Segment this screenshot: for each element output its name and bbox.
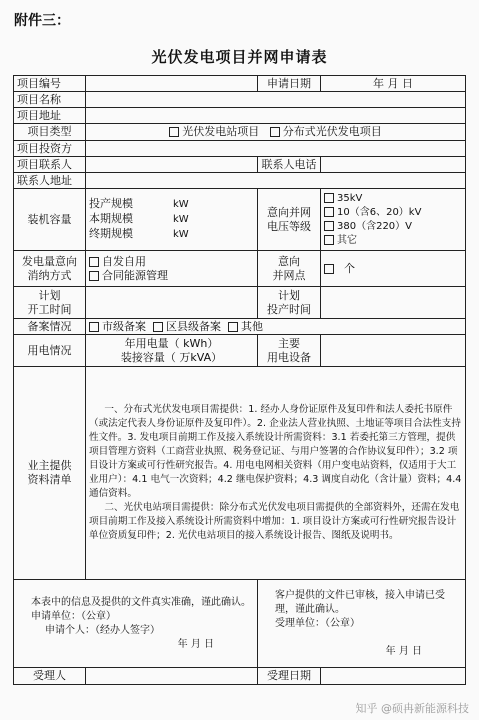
option-self-use: 自发自用: [102, 254, 146, 268]
field-contact-address[interactable]: [86, 173, 466, 189]
capacity-current: 本期规模: [89, 212, 133, 225]
option-energy-contract: 合同能源管理: [102, 268, 168, 282]
option-city-filing: 市级备案: [102, 319, 146, 333]
applicant-person-sign[interactable]: 申请个人：（经办人签字）: [45, 624, 160, 636]
row-project-address: [14, 108, 466, 124]
row-capacity: [14, 189, 466, 251]
acceptance-date[interactable]: 年 月 日: [385, 645, 422, 657]
label-materials: [14, 367, 86, 580]
label-receiver: 受理人: [14, 668, 86, 685]
label-grid-point: [258, 251, 321, 287]
field-project-address[interactable]: [86, 108, 466, 124]
option-other-filing: 其他: [241, 319, 263, 333]
row-project-type: [14, 124, 466, 141]
acceptance-statement: 客户提供的文件已审核，接入申请已受理，谨此确认。: [275, 589, 445, 615]
label-project-type: 项目类型: [14, 124, 86, 141]
grid-point-label-line2: 并网点: [272, 268, 306, 282]
label-voltage: [258, 189, 321, 251]
label-capacity: 装机容量: [14, 189, 86, 251]
label-contact: 项目联系人: [14, 157, 86, 173]
annual-power: 年用电量（ kWh）: [124, 336, 219, 350]
field-consumption: [86, 251, 258, 287]
grid-point-label-line1: 意向: [278, 254, 300, 268]
consumption-label-line2: 消纳方式: [27, 268, 72, 282]
checkbox-distributed-pv[interactable]: [270, 127, 280, 137]
label-plan-start: [14, 287, 86, 319]
checkbox-grid-point[interactable]: [324, 264, 334, 274]
row-project-name: [14, 92, 466, 108]
label-plan-production: [258, 287, 321, 319]
label-apply-date: 申请日期: [258, 76, 321, 92]
option-voltage-10kv: 10（含6、20）kV: [337, 206, 422, 218]
checkbox-pv-station[interactable]: [169, 127, 179, 137]
field-power-usage[interactable]: [86, 335, 258, 367]
label-consumption: [14, 251, 86, 287]
materials-list: [86, 367, 466, 580]
field-voltage: [321, 189, 466, 251]
row-contact: [14, 157, 466, 173]
option-voltage-380v: 380（含220）V: [337, 220, 413, 232]
label-contact-address: 联系人地址: [14, 173, 86, 189]
option-pv-station: 光伏发电站项目: [182, 125, 260, 138]
field-investor[interactable]: [86, 141, 466, 157]
checkbox-voltage-10kv[interactable]: [324, 207, 334, 217]
capacity-unit: kW: [173, 199, 189, 210]
label-project-address: 项目地址: [14, 108, 86, 124]
checkbox-voltage-35kv[interactable]: [324, 193, 334, 203]
plan-start-line2: 开工时间: [27, 302, 72, 316]
plan-start-line1: 计划: [38, 288, 61, 302]
voltage-label-line2: 电压等级: [267, 219, 311, 233]
checkbox-voltage-other[interactable]: [324, 235, 334, 245]
checkbox-self-use[interactable]: [89, 257, 99, 267]
application-form: [13, 75, 466, 685]
applicant-date[interactable]: 年 月 日: [177, 638, 214, 650]
label-power-usage: 用电情况: [14, 335, 86, 367]
capacity-final: 终期规模: [89, 227, 133, 240]
applicant-statement: 本表中的信息及提供的文件真实准确，谨此确认。: [31, 596, 251, 608]
row-filing: [14, 319, 466, 335]
field-receive-date[interactable]: [321, 668, 466, 685]
label-contact-phone: 联系人电话: [258, 157, 321, 173]
option-county-filing: 区县级备案: [166, 319, 221, 333]
main-equipment-line2: 用电设备: [267, 350, 311, 364]
field-receiver[interactable]: [86, 668, 258, 685]
acceptance-confirmation: [258, 580, 466, 668]
watermark: 知乎 @硕冉新能源科技: [355, 702, 469, 715]
field-capacity[interactable]: [86, 189, 258, 251]
label-project-no: 项目编号: [14, 76, 86, 92]
acceptance-unit-seal[interactable]: 受理单位：（公章）: [275, 617, 360, 629]
materials-distributed: 一、分布式光伏发电项目需提供：1. 经办人身份证原件及复印件和法人委托书原件（或法定代表人身份证原件及复印件）。2. 企业法人营业执照、土地证等项目合法性支持性文件。3. 发电项目前期工作及接入系统设计所需资料：3.1 若委托第三方管理，提供项目管理方资料（工商营业执照、税务登记证、与用户签署的合作协议复印件）；3.2 项目设计方案或可行性研究报告。4. 用电电网相关资料（用户变电站资料，仅适用于大工业用户）：4.1 电气一次资料；4.2 继电保护资料；4.3 调度自动化（含计量）资料；4.4 通信资料。: [89, 404, 462, 499]
field-filing: [86, 319, 466, 335]
materials-label-line1: 业主提供: [27, 459, 72, 472]
option-voltage-other: 其它: [337, 234, 357, 246]
checkbox-other-filing[interactable]: [228, 322, 238, 332]
plan-production-line1: 计划: [278, 288, 300, 302]
plan-production-line2: 投产时间: [267, 302, 311, 316]
capacity-unit: kW: [173, 229, 189, 240]
checkbox-voltage-380v[interactable]: [324, 221, 334, 231]
checkbox-county-filing[interactable]: [153, 322, 163, 332]
row-plan-time: [14, 287, 466, 319]
field-main-equipment[interactable]: [321, 335, 466, 367]
row-signatures: [14, 580, 466, 668]
field-contact[interactable]: [86, 157, 258, 173]
field-contact-phone[interactable]: [321, 157, 466, 173]
label-receive-date: 受理日期: [258, 668, 321, 685]
label-investor: 项目投资方: [14, 141, 86, 157]
installed-capacity-kva: 装接容量（ 万kVA）: [120, 350, 223, 364]
capacity-commissioned: 投产规模: [89, 197, 133, 210]
row-materials: [14, 367, 466, 580]
label-project-name: 项目名称: [14, 92, 86, 108]
row-power-usage: [14, 335, 466, 367]
field-project-type: [86, 124, 466, 141]
label-filing: 备案情况: [14, 319, 86, 335]
option-distributed-pv: 分布式光伏发电项目: [282, 125, 382, 138]
voltage-label-line1: 意向并网: [267, 205, 311, 219]
grid-point-unit: 个: [344, 261, 355, 275]
consumption-label-line1: 发电量意向: [22, 254, 77, 268]
row-investor: [14, 141, 466, 157]
field-plan-production[interactable]: [321, 287, 466, 319]
row-receiver: [14, 668, 466, 685]
applicant-confirmation: [14, 580, 258, 668]
option-voltage-35kv: 35kV: [337, 192, 363, 204]
checkbox-energy-contract[interactable]: [89, 271, 99, 281]
label-main-equipment: [258, 335, 321, 367]
field-apply-date[interactable]: 年 月 日: [321, 76, 466, 92]
applicant-unit-seal[interactable]: 申请单位：（公章）: [31, 610, 116, 622]
field-grid-point: [321, 251, 466, 287]
row-consumption: [14, 251, 466, 287]
materials-pv-station: 二、光伏电站项目需提供：除分布式光伏发电项目需提供的全部资料外，还需在发电项目前期工作及接入系统设计所需资料中增加：1. 项目设计方案或可行性研究报告设计单位资质复印件；2. 光伏电站项目的接入系统设计报告、图纸及说明书。: [89, 502, 460, 541]
field-project-no[interactable]: [86, 76, 258, 92]
annex-label: 附件三：: [14, 13, 70, 29]
row-contact-address: [14, 173, 466, 189]
field-project-name[interactable]: [86, 92, 466, 108]
field-plan-start[interactable]: [86, 287, 258, 319]
checkbox-city-filing[interactable]: [89, 322, 99, 332]
row-project-no: [14, 76, 466, 92]
form-title: 光伏发电项目并网申请表: [151, 48, 328, 66]
capacity-unit: kW: [173, 214, 189, 225]
materials-label-line2: 资料清单: [27, 473, 72, 486]
main-equipment-line1: 主要: [278, 336, 300, 350]
